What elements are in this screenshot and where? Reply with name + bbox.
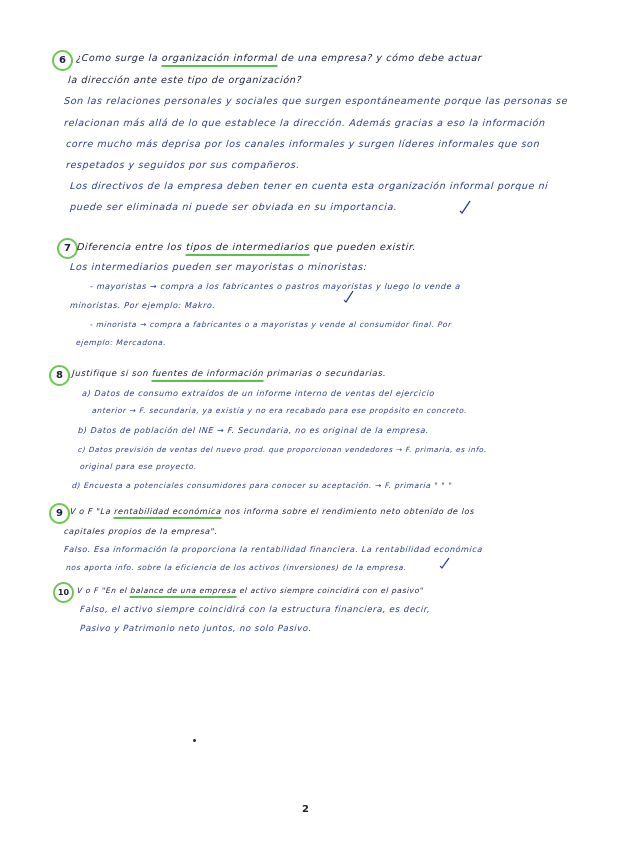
- question-number-9: 9: [49, 503, 70, 524]
- question-7-highlight: tipos de intermediarios: [185, 242, 310, 256]
- question-6-line-2: la dirección ante este tipo de organización?: [67, 75, 303, 86]
- answer-8-line-2: anterior → F. secundaria, ya existía y no era recabado para ese propósito en concreto.: [91, 406, 468, 415]
- answer-8-line-4: c) Datos previsión de ventas del nuevo prod. que proporcionan vendedores → F. primaria, es info.: [77, 445, 488, 454]
- question-number-6: 6: [52, 50, 73, 71]
- question-7-suffix: que pueden existir.: [313, 242, 417, 253]
- question-10-line-1: [77, 586, 424, 595]
- question-9-prefix: V o F "La: [69, 507, 112, 516]
- checkmark-icon: [438, 556, 452, 570]
- question-9-highlight: rentabilidad económica: [114, 507, 222, 519]
- question-number-8: 8: [49, 365, 70, 386]
- answer-9-line-1: Falso. Esa información la proporciona la rentabilidad financiera. La rentabilidad económica: [63, 545, 484, 554]
- question-9-suffix: nos informa sobre el rendimiento neto obtenido de los: [224, 507, 476, 516]
- question-6-line-1: [76, 53, 483, 64]
- page-number: 2: [302, 804, 309, 815]
- answer-8-line-6: d) Encuesta a potenciales consumidores para conocer su aceptación. → F. primaria " " ": [71, 481, 453, 490]
- question-10-suffix: el activo siempre coincidirá con el pasivo": [239, 586, 425, 595]
- stray-ink-mark: [193, 739, 196, 742]
- question-number-7: 7: [57, 238, 78, 259]
- answer-8-line-5: original para ese proyecto.: [79, 462, 198, 471]
- answer-6-line-3: corre mucho más deprisa por los canales informales y surgen líderes informales que son: [65, 139, 541, 150]
- answer-7-line-3: minoristas. Por ejemplo: Makro.: [69, 301, 216, 310]
- question-10-prefix: V o F "En el: [76, 586, 128, 595]
- question-6-prefix: ¿Como surge la: [75, 53, 159, 64]
- question-8-prefix: Justifique si son: [71, 369, 150, 379]
- question-8-suffix: primarias o secundarias.: [266, 369, 387, 379]
- answer-6-line-5: Los directivos de la empresa deben tener en cuenta esta organización informal porque ni: [69, 181, 549, 192]
- question-7-line-1: [77, 242, 417, 253]
- answer-6-line-1: Son las relaciones personales y sociales que surgen espontáneamente porque las personas se: [63, 96, 569, 107]
- question-8-highlight: fuentes de información: [152, 369, 265, 382]
- question-8-line-1: [72, 369, 387, 379]
- answer-6-line-2: relacionan más allá de lo que establece la dirección. Además gracias a eso la información: [63, 118, 546, 129]
- checkmark-icon: [342, 290, 356, 304]
- answer-9-line-2: nos aporta info. sobre la eficiencia de los activos (inversiones) de la empresa.: [65, 563, 408, 572]
- answer-8-line-3: b) Datos de población del INE → F. Secundaria, no es original de la empresa.: [77, 426, 430, 435]
- answer-10-line-1: Falso, el activo siempre coincidirá con la estructura financiera, es decir,: [79, 605, 431, 615]
- checkmark-icon: [458, 200, 472, 214]
- answer-6-line-4: respetados y seguidos por sus compañeros.: [65, 160, 301, 171]
- question-6-suffix: de una empresa? y cómo debe actuar: [280, 53, 483, 64]
- question-9-line-2: capitales propios de la empresa".: [63, 527, 219, 536]
- question-10-highlight: balance de una empresa: [130, 586, 237, 598]
- question-number-10: 10: [53, 582, 74, 603]
- answer-7-line-2: - mayoristas → compra a los fabricantes o pastros mayoristas y luego lo vende a: [89, 282, 461, 291]
- question-7-prefix: Diferencia entre los: [76, 242, 183, 253]
- answer-6-line-6: puede ser eliminada ni puede ser obviada en su importancia.: [69, 202, 398, 213]
- question-9-line-1: [70, 507, 475, 516]
- question-6-highlight: organización informal: [161, 53, 278, 67]
- answer-7-line-4: - minorista → compra a fabricantes o a mayoristas y vende al consumidor final. Por: [89, 320, 453, 329]
- answer-10-line-2: Pasivo y Patrimonio neto juntos, no solo Pasivo.: [79, 624, 313, 634]
- answer-8-line-1: a) Datos de consumo extraídos de un informe interno de ventas del ejercicio: [81, 389, 436, 398]
- answer-7-line-5: ejemplo: Mercadona.: [75, 338, 167, 347]
- answer-7-line-1: Los intermediarios pueden ser mayoristas o minoristas:: [69, 262, 368, 273]
